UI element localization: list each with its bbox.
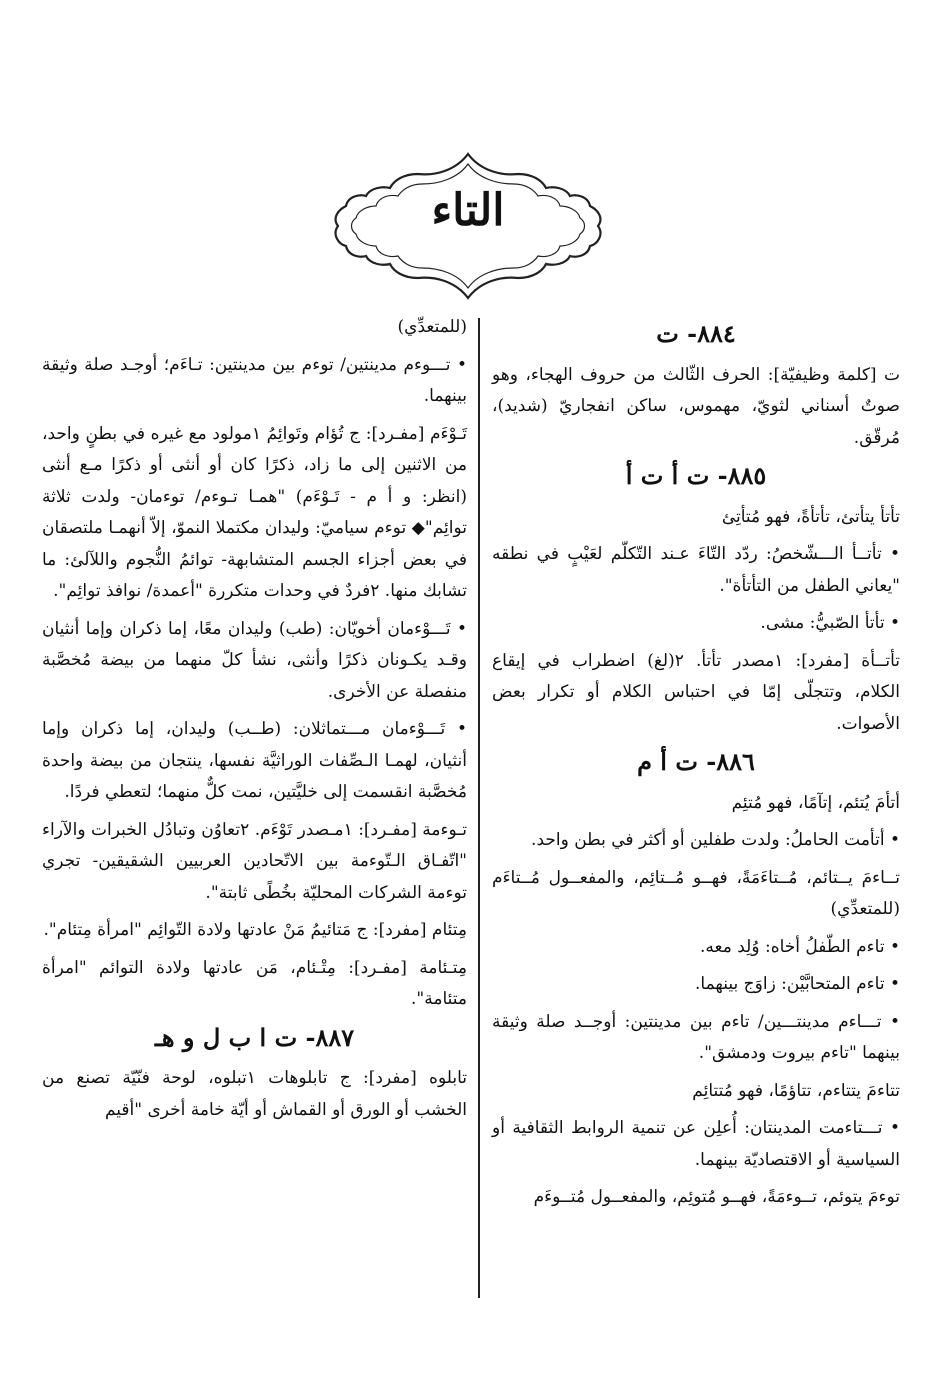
root-heading: ٨٨٧- ت ا ب ل و هـ: [154, 1022, 355, 1052]
entry-paragraph: تتاءمَ يتتاءم، تتاؤمًا، فهو مُتتائِم: [692, 1080, 900, 1101]
entry-paragraph: تــاءمَ يــتائم، مُــتاءَمَةً، فهــو مُــتائِم، والمفعــول مُــتاءَم (للمتعدِّي): [492, 867, 900, 919]
right-column: [492, 312, 900, 1220]
entry-paragraph: تأتــأة [مفرد]: ١مصدر تأتأ. ٢(لغ) اضطراب في إيقاع الكلام، وتتجلّى إمّا في احتباس الكلام أو تكرار بعض الأصوات.: [492, 650, 900, 734]
entry-paragraph: • تَـــوْءمان مـــتماثلان: (طــب) وليدان، إما ذكران وإما أنثيان، لهمـا الـصِّفات الوراثيَّة نفسها، ينتجان من بيضة واحدة مُخصَّبة انقسمت إلى خليَّتين، نمت كلٌّ منهما؛ لتعطي فردًا.: [42, 719, 467, 802]
entry-paragraph: • تـــوءم مدينتين/ توءم بين مدينتين: تـاءَم؛ أوجـد صلة وثيقة بينهما.: [42, 354, 467, 406]
entry-paragraph: • تـــتاءمت المدينتان: أُعلِن عن تنمية الروابط الثقافية أو السياسية أو الاقتصاديّة بينهما.: [492, 1118, 900, 1170]
column-divider: [478, 318, 480, 1298]
entry-paragraph: • أتأمت الحاملُ: ولدت طفلين أو أكثر في بطن واحد.: [531, 830, 900, 850]
root-heading: ٨٨٥- ت أ ت أ: [625, 461, 767, 490]
entry-paragraph: • تاءم المتحابَّيْن: زاوَج بينهما.: [695, 974, 900, 994]
entry-paragraph: • تـــاءم مدينتـــين/ تاءم بين مدينتين: أوجــد صلة وثيقة بينهما "تاءم بيروت ودمشق".: [492, 1011, 900, 1063]
entry-paragraph: • تَـــوْءمان أخويّان: (طب) وليدان معًا، إما ذكران وإما أنثيان وقـد يكـونان ذكرًا وأنثى، نشأ كلّ منهما من بيضة مُخصَّبة منفصلة عن الأخرى.: [42, 618, 467, 702]
entry-paragraph: تَـوْءَم [مفـرد]: ج تُؤام وتَوائِمُ ١مولود مع غيره في بطنٍ واحد، من الاثنين إلى ما زاد، ذكرًا كان أو أنثى أو ذكرًا مـع أنثى (انظر: و أ م - تَـوْءَم) "همـا تـوءم/ توءمان- ولدت ثلاثة توائِم"◆ توءم سياميّ: وليدان مكتملا النموّ، إلاّ أنهمـا ملتصقان في بعض أجزاء الجسم المتشابهة- توائمُ النُّجوم واللآلئ: ما تشابك منها. ٢فردٌ في وحدات متكررة "أعمدة/ نوافذ توائِم".: [42, 423, 468, 601]
entry-paragraph: • تأتــأ الـــشّخصُ: ردّد التّاءَ عـند التّكلّم لعَيْبٍ في نطقه "يعاني الطفل من التأتأة".: [492, 544, 900, 596]
chapter-title: التاء: [431, 185, 505, 236]
entry-paragraph: تابلوه [مفرد]: ج تابلوهات ١تبلوه، لوحة فنّيّة تصنع من الخشب أو الورق أو القماش أو أيّة خامة أخرى "أقيم: [42, 1068, 467, 1120]
root-heading: ٨٨٦- ت أ م: [637, 747, 755, 776]
entry-paragraph: • تاءم الطّفلُ أخاه: وُلِد معه.: [700, 936, 900, 957]
root-heading: ٨٨٤- ت: [656, 319, 736, 348]
left-column: [42, 312, 467, 1132]
entry-paragraph: توءمَ يتوئم، تــوءمَةً، فهــو مُتوئِم، والمفعــول مُتــوءَم: [533, 1187, 900, 1207]
entry-paragraph: ت [كلمة وظيفيّة]: الحرف الثّالث من حروف الهجاء، وهو صوتٌ أسناني لثويّ، مهموس، ساكن انفجاريّ (شديد)، مُرقّق.: [492, 364, 900, 448]
entry-paragraph: (للمتعدِّي): [397, 317, 467, 337]
entry-paragraph: • تأتأ الصّبيُّ: مشى.: [760, 613, 900, 633]
entry-paragraph: مِتـئامة [مفـرد]: مِتْـئام، مَن عادتها ولادة التوائم "امرأة متئامة".: [42, 957, 467, 1009]
entry-paragraph: تـوءمة [مفـرد]: ١مـصدر تَوْءَم. ٢تعاوُن وتبادُل الخبرات والآراء "اتّفـاق الـتّوءمة بين الاتّحادين العربيين الشقيقين- تجري توءمة الشركات المحليّة بخُطًى ثابتة".: [42, 819, 468, 903]
entry-paragraph: تأتأ يتأتئ، تأتأةً، فهو مُتأتِئ: [721, 506, 900, 527]
entry-paragraph: مِتئام [مفرد]: ج مَتائيمُ مَنْ عادتها ولادة التّوائِم "امرأة مِتئام".: [43, 920, 467, 940]
entry-paragraph: أتأمَ يُتئم، إتآمًا، فهو مُتئِم: [731, 792, 900, 813]
